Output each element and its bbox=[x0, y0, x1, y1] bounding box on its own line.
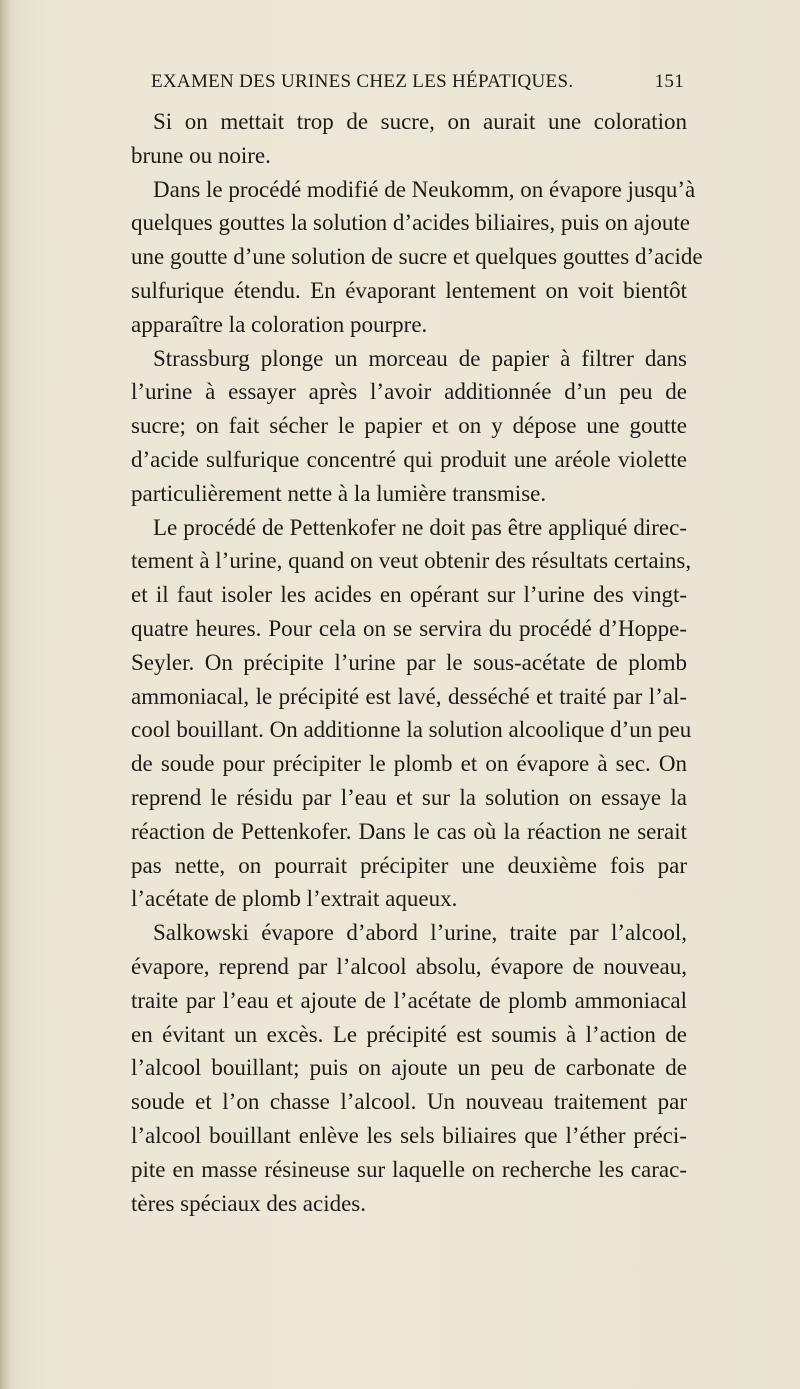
text-line: Le procédé de Pettenkofer ne doit pas être appliqué direc- bbox=[153, 514, 687, 540]
text-line: brune ou noire. bbox=[131, 142, 271, 168]
text-line: pas nette, on pourrait précipiter une deuxième fois par bbox=[131, 852, 687, 878]
text-line: sulfurique étendu. En évaporant lentement on voit bientôt bbox=[131, 277, 687, 303]
text-line: d’acide sulfurique concentré qui produit une aréole violette bbox=[131, 446, 687, 472]
text-line: apparaître la coloration pourpre. bbox=[131, 311, 428, 337]
text-line: reprend le résidu par l’eau et sur la solution on essaye la bbox=[131, 784, 687, 810]
paragraph bbox=[131, 173, 703, 342]
paragraph bbox=[131, 342, 687, 511]
page-header bbox=[151, 71, 684, 95]
text-line: l’alcool bouillant; puis on ajoute un peu de carbonate de bbox=[131, 1055, 687, 1081]
text-line: et il faut isoler les acides en opérant sur l’urine des vingt- bbox=[131, 582, 687, 608]
text-line: Seyler. On précipite l’urine par le sous-acétate de plomb bbox=[131, 649, 687, 675]
text-line: Strassburg plonge un morceau de papier à filtrer dans bbox=[153, 345, 687, 371]
text-line: pite en masse résineuse sur laquelle on recherche les carac- bbox=[131, 1156, 687, 1182]
text-line: de soude pour précipiter le plomb et on évapore à sec. On bbox=[131, 751, 687, 777]
text-line: une goutte d’une solution de sucre et quelques gouttes d’acide bbox=[131, 244, 703, 270]
text-line: l’alcool bouillant enlève les sels biliaires que l’éther préci- bbox=[131, 1122, 687, 1148]
running-title: EXAMEN DES URINES CHEZ LES HÉPATIQUES. bbox=[151, 71, 574, 92]
text-line: ammoniacal, le précipité est lavé, desséché et traité par l’al- bbox=[131, 683, 687, 709]
text-line: Salkowski évapore d’abord l’urine, traite par l’alcool, bbox=[153, 920, 687, 946]
text-line: quatre heures. Pour cela on se servira du procédé d’Hoppe- bbox=[131, 615, 687, 641]
text-line: sucre; on fait sécher le papier et on y dépose une goutte bbox=[131, 413, 687, 439]
text-line: quelques gouttes la solution d’acides biliaires, puis on ajoute bbox=[131, 210, 690, 236]
text-line: tement à l’urine, quand on veut obtenir des résultats certains, bbox=[131, 548, 692, 574]
text-line: soude et l’on chasse l’alcool. Un nouveau traitement par bbox=[131, 1089, 687, 1115]
body-text bbox=[131, 105, 703, 1220]
paragraph bbox=[131, 916, 687, 1220]
text-line: réaction de Pettenkofer. Dans le cas où la réaction ne serait bbox=[131, 818, 687, 844]
text-line: en évitant un excès. Le précipité est soumis à l’action de bbox=[131, 1021, 687, 1047]
text-line: Dans le procédé modifié de Neukomm, on évapore jusqu’à bbox=[153, 176, 696, 202]
page-number: 151 bbox=[654, 71, 684, 92]
text-line: particulièrement nette à la lumière transmise. bbox=[131, 480, 547, 506]
text-line: évapore, reprend par l’alcool absolu, évapore de nouveau, bbox=[131, 953, 687, 979]
text-line: traite par l’eau et ajoute de l’acétate de plomb ammoniacal bbox=[131, 987, 687, 1013]
text-line: tères spéciaux des acides. bbox=[131, 1190, 367, 1216]
text-line: Si on mettait trop de sucre, on aurait une coloration bbox=[153, 109, 687, 134]
paragraph bbox=[131, 105, 687, 173]
text-line: cool bouillant. On additionne la solution alcoolique d’un peu bbox=[131, 717, 692, 743]
text-line: l’urine à essayer après l’avoir additionnée d’un peu de bbox=[131, 379, 687, 405]
text-line: l’acétate de plomb l’extrait aqueux. bbox=[131, 886, 458, 912]
page-binding-edge bbox=[0, 0, 10, 1389]
paragraph bbox=[131, 511, 692, 917]
